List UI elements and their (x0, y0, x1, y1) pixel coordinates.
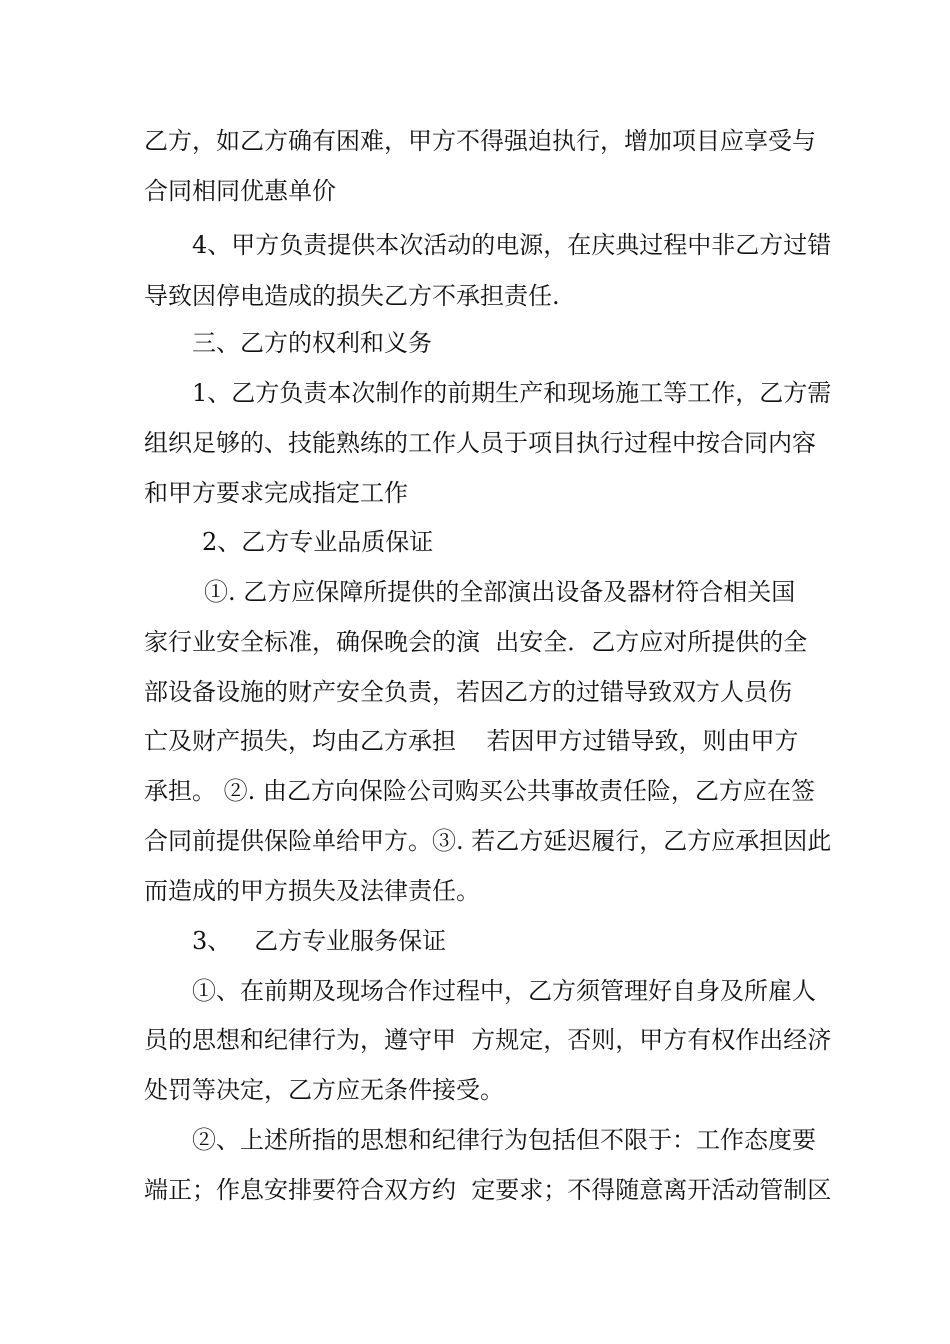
section-heading: 三、乙方的权利和义务 (192, 329, 432, 357)
text-line: ①. 乙方应保障所提供的全部演出设备及器材符合相关国 (204, 578, 796, 606)
subsection-heading: 2、乙方专业品质保证 (202, 528, 434, 556)
text-line: 合同前提供保险单给甲方。③. 若乙方延迟履行，乙方应承担因此 (144, 827, 832, 855)
text-line: 和甲方要求完成指定工作 (144, 479, 408, 507)
subsection-heading: 3、 乙方专业服务保证 (192, 927, 447, 955)
text-line: 1、乙方负责本次制作的前期生产和现场施工等工作，乙方需 (192, 379, 832, 407)
text-line: 端正；作息安排要符合双方约 定要求；不得随意离开活动管制区 (144, 1176, 832, 1204)
text-line: 员的思想和纪律行为，遵守甲 方规定，否则，甲方有权作出经济 (144, 1026, 832, 1054)
text-line: ②、上述所指的思想和纪律行为包括但不限于：工作态度要 (192, 1126, 816, 1154)
text-line: 处罚等决定，乙方应无条件接受。 (144, 1076, 504, 1104)
text-line: 导致因停电造成的损失乙方不承担责任. (144, 282, 560, 310)
text-line: 4、甲方负责提供本次活动的电源，在庆典过程中非乙方过错 (192, 231, 832, 259)
text-line: 部设备设施的财产安全负责，若因乙方的过错导致双方人员伤 (144, 678, 792, 706)
text-line: 乙方，如乙方确有困难，甲方不得强迫执行，增加项目应享受与 (144, 127, 816, 155)
text-line: 承担。 ②. 由乙方向保险公司购买公共事故责任险，乙方应在签 (144, 777, 815, 805)
text-line: 亡及财产损失，均由乙方承担 若因甲方过错导致，则由甲方 (144, 727, 799, 755)
text-line: ①、在前期及现场合作过程中，乙方须管理好自身及所雇人 (192, 977, 816, 1005)
text-line: 而造成的甲方损失及法律责任。 (144, 877, 480, 905)
text-line: 组织足够的、技能熟练的工作人员于项目执行过程中按合同内容 (144, 429, 816, 457)
text-line: 合同相同优惠单价 (144, 177, 336, 205)
text-line: 家行业安全标准，确保晚会的演 出安全．乙方应对所提供的全 (144, 628, 808, 656)
